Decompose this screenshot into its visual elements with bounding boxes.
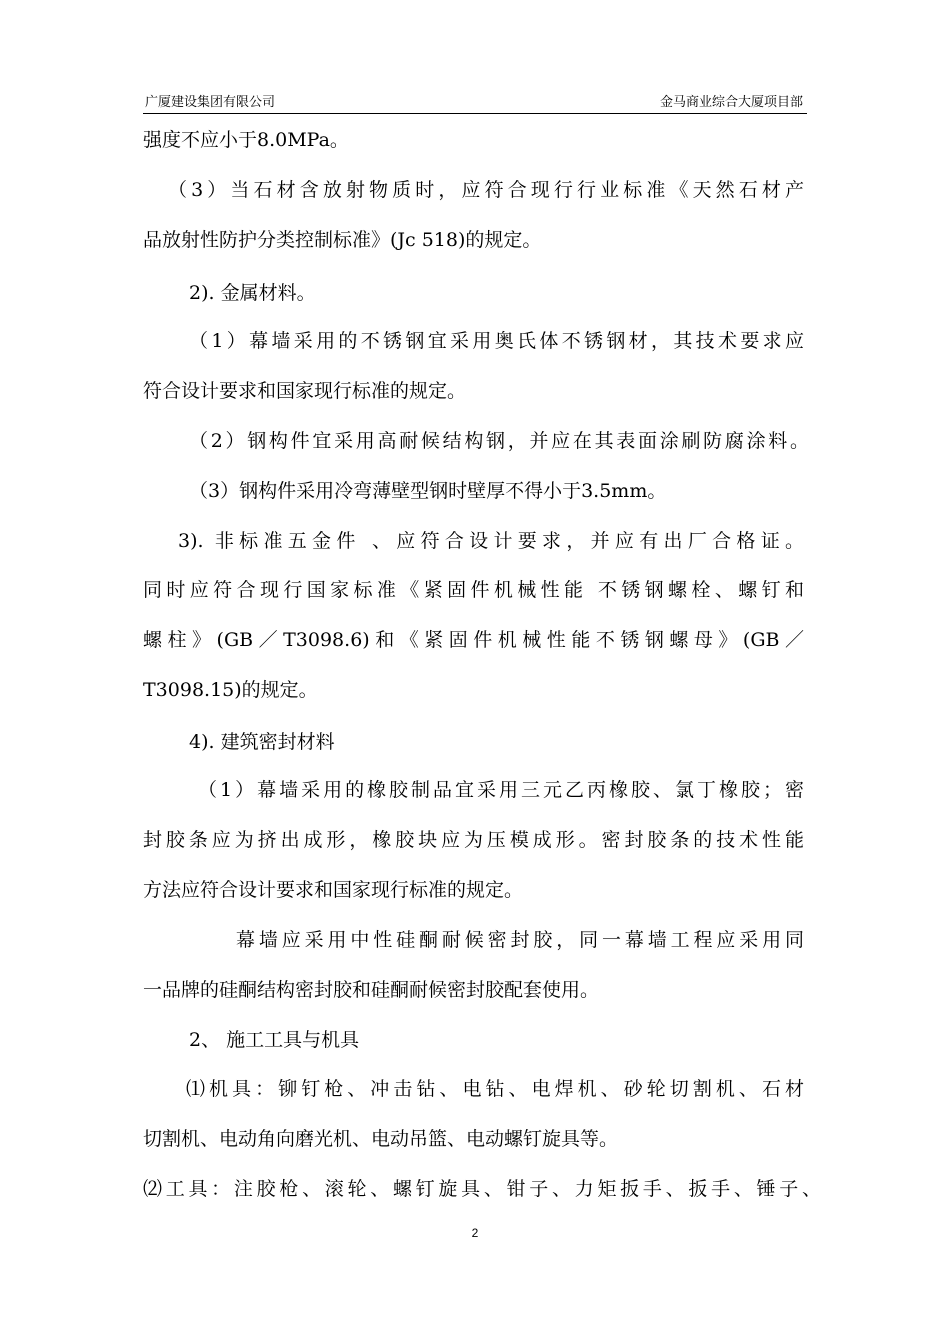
- body-line: 方法应符合设计要求和国家现行标准的规定。: [143, 879, 524, 901]
- body-line: （1）幕墙采用的橡胶制品宜采用三元乙丙橡胶、氯丁橡胶；密: [198, 779, 804, 801]
- body-line: 品放射性防护分类控制标准》(Jc 518)的规定。: [143, 229, 542, 251]
- header-company: 广厦建设集团有限公司: [145, 95, 276, 110]
- body-line: 螺柱》(GB／T3098.6)和《紧固件机械性能不锈钢螺母》(GB／: [143, 629, 804, 651]
- body-line: 幕墙应采用中性硅酮耐候密封胶，同一幕墙工程应采用同: [236, 929, 804, 951]
- body-line: （3）钢构件采用冷弯薄壁型钢时壁厚不得小于3.5mm。: [189, 480, 667, 502]
- body-line: 封胶条应为挤出成形，橡胶块应为压模成形。密封胶条的技术性能: [143, 829, 804, 851]
- body-line: ⑵工具：注胶枪、滚轮、螺钉旋具、钳子、力矩扳手、扳手、锤子、: [143, 1178, 821, 1200]
- body-line: ⑴机具：铆钉枪、冲击钻、电钻、电焊机、砂轮切割机、石材: [186, 1078, 804, 1100]
- body-line: 2、 施工工具与机具: [189, 1029, 360, 1051]
- body-line: （2）钢构件宜采用高耐候结构钢，并应在其表面涂刷防腐涂料。: [189, 430, 809, 452]
- body-line: 一品牌的硅酮结构密封胶和硅酮耐候密封胶配套使用。: [143, 979, 600, 1001]
- body-line: （3）当石材含放射物质时，应符合现行行业标准《天然石材产: [168, 179, 804, 201]
- body-line: 3). 非标准五金件 、应符合设计要求，并应有出厂合格证。: [178, 530, 804, 552]
- body-line: 2). 金属材料。: [189, 282, 316, 304]
- page-number: 2: [471, 1226, 479, 1240]
- body-line: T3098.15)的规定。: [143, 679, 318, 701]
- page-header: [143, 93, 807, 114]
- body-line: （1）幕墙采用的不锈钢宜采用奥氏体不锈钢材，其技术要求应: [189, 330, 804, 352]
- body-line: 强度不应小于8.0MPa。: [143, 129, 349, 151]
- body-line: 符合设计要求和国家现行标准的规定。: [143, 380, 467, 402]
- body-line: 4). 建筑密封材料: [189, 731, 335, 753]
- body-line: 同时应符合现行国家标准《紧固件机械性能 不锈钢螺栓、螺钉和: [143, 579, 804, 601]
- header-project: 金马商业综合大厦项目部: [659, 95, 803, 110]
- body-line: 切割机、电动角向磨光机、电动吊篮、电动螺钉旋具等。: [143, 1128, 619, 1150]
